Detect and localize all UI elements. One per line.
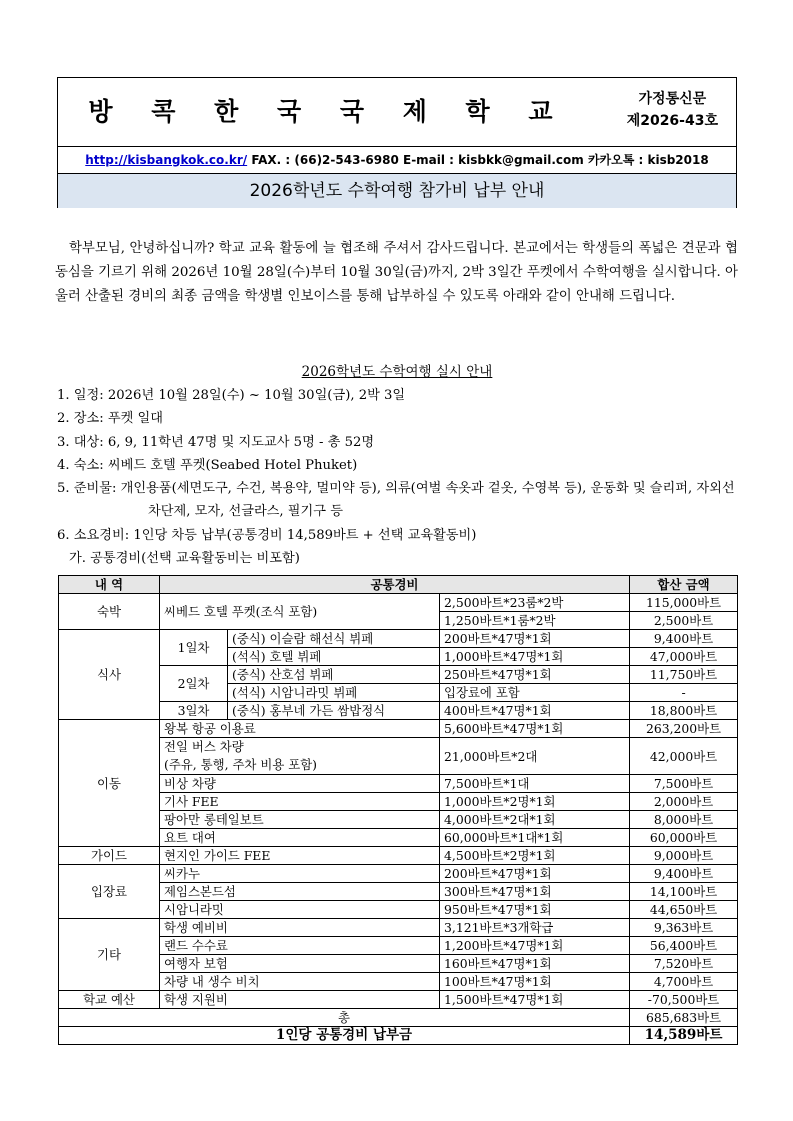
item-cell: 시암니라밋 <box>160 901 440 919</box>
calc-cell: 입장료에 포함 <box>440 684 630 702</box>
item-cell: 제임스본드섬 <box>160 883 440 901</box>
amount-cell: 47,000바트 <box>630 648 738 666</box>
table-row <box>59 937 738 955</box>
calc-cell: 21,000바트*2대 <box>440 738 630 775</box>
calc-cell: 250바트*47명*1회 <box>440 666 630 684</box>
total-row <box>59 1009 738 1027</box>
contact-details: FAX. : (66)2-543-6980 E-mail : kisbkk@gmail.com 카카오톡 : kisb2018 <box>247 153 709 167</box>
calc-cell: 1,250바트*1룸*2박 <box>440 612 630 630</box>
list-item-place: 2. 장소: 푸켓 일대 <box>57 411 164 427</box>
item-cell: 기사 FEE <box>160 793 440 811</box>
school-name: 방 콕 한 국 국 제 학 교 <box>88 97 568 126</box>
category-cell: 가이드 <box>59 847 160 865</box>
list-item-supplies: 5. 준비물: 개인용품(세면도구, 수건, 복용약, 멀미약 등), 의류(여벌 속옷과 겉옷, 수영복 등), 운동화 및 슬리퍼, 자외선 차단제, 모자, 선글라스, 필기구 등 <box>57 481 735 520</box>
table-row <box>59 919 738 937</box>
calc-cell: 100바트*47명*1회 <box>440 973 630 991</box>
amount-cell: 42,000바트 <box>630 738 738 775</box>
newsletter-info <box>627 88 718 132</box>
amount-cell: 9,400바트 <box>630 865 738 883</box>
header-box <box>57 77 737 208</box>
amount-cell: 8,000바트 <box>630 811 738 829</box>
total-value: 685,683바트 <box>630 1009 738 1027</box>
item-cell <box>160 738 440 775</box>
category-cell: 식사 <box>59 630 160 720</box>
list-item-schedule: 1. 일정: 2026년 10월 28일(수) ~ 10월 30일(금), 2박 3일 <box>57 388 406 403</box>
final-row <box>59 1027 738 1045</box>
final-value: 14,589바트 <box>630 1027 738 1045</box>
calc-cell: 1,000바트*2명*1회 <box>440 793 630 811</box>
category-cell: 입장료 <box>59 865 160 919</box>
item-cell: (석식) 시암니라밋 뷔페 <box>228 684 440 702</box>
header-total: 합산 금액 <box>630 576 738 594</box>
calc-cell: 4,000바트*2대*1회 <box>440 811 630 829</box>
calc-cell: 5,600바트*47명*1회 <box>440 720 630 738</box>
item-cell: 씨카누 <box>160 865 440 883</box>
intro-text: 학부모님, 안녕하십니까? 학교 교육 활동에 늘 협조해 주셔서 감사드립니다. 본교에서는 학생들의 폭넓은 견문과 협동심을 기르기 위해 2026년 10월 28일(수)부터 10월 30일(금)까지, 2박 3일간 푸켓에서 수학여행을 실시합니다. 아울러 산출된 경비의 최종 금액을 학생별 인보이스를 통해 납부하실 수 있도록 아래와 같이 안내해 드립니다. <box>55 241 738 304</box>
amount-cell: 9,000바트 <box>630 847 738 865</box>
calc-cell: 7,500바트*1대 <box>440 775 630 793</box>
item-cell: 여행자 보험 <box>160 955 440 973</box>
day-cell: 3일차 <box>160 702 228 720</box>
list-item-lodging: 4. 숙소: 씨베드 호텔 푸켓(Seabed Hotel Phuket) <box>57 457 358 473</box>
amount-cell: 60,000바트 <box>630 829 738 847</box>
list-item-cost: 6. 소요경비: 1인당 차등 납부(공통경비 14,589바트 + 선택 교육활동비) <box>57 527 477 543</box>
item-cell: (중식) 홍부네 가든 쌈밥정식 <box>228 702 440 720</box>
final-label: 1인당 공통경비 납부금 <box>59 1027 630 1045</box>
table-row <box>59 702 738 720</box>
amount-cell: 4,700바트 <box>630 973 738 991</box>
table-row <box>59 991 738 1009</box>
amount-cell: 2,500바트 <box>630 612 738 630</box>
item-cell: 팡아만 롱테일보트 <box>160 811 440 829</box>
header-common-cost: 공통경비 <box>160 576 630 594</box>
table-row <box>59 775 738 793</box>
issue-number: 제2026-43호 <box>626 113 718 129</box>
amount-cell: 115,000바트 <box>630 594 738 612</box>
table-row <box>59 594 738 612</box>
item-cell: 학생 예비비 <box>160 919 440 937</box>
document-title: 2026학년도 수학여행 참가비 납부 안내 <box>58 173 736 208</box>
list-item-target: 3. 대상: 6, 9, 11학년 47명 및 지도교사 5명 - 총 52명 <box>57 434 375 450</box>
category-cell: 숙박 <box>59 594 160 630</box>
calc-cell: 4,500바트*2명*1회 <box>440 847 630 865</box>
item-cell: 학생 지원비 <box>160 991 440 1009</box>
table-row <box>59 630 738 648</box>
amount-cell: 18,800바트 <box>630 702 738 720</box>
item-cell: 랜드 수수료 <box>160 937 440 955</box>
amount-cell: 9,400바트 <box>630 630 738 648</box>
info-list <box>57 384 747 570</box>
item-cell: 차량 내 생수 비치 <box>160 973 440 991</box>
table-row <box>59 666 738 684</box>
calc-cell: 300바트*47명*1회 <box>440 883 630 901</box>
table-row <box>59 973 738 991</box>
item-cell: (중식) 이슬람 해선식 뷔페 <box>228 630 440 648</box>
header-category: 내 역 <box>59 576 160 594</box>
amount-cell: 44,650바트 <box>630 901 738 919</box>
newsletter-label: 가정통신문 <box>638 91 707 107</box>
amount-cell: 2,000바트 <box>630 793 738 811</box>
table-row <box>59 829 738 847</box>
amount-cell: 14,100바트 <box>630 883 738 901</box>
item-cell: (석식) 호텔 뷔페 <box>228 648 440 666</box>
item-cell: 왕복 항공 이용료 <box>160 720 440 738</box>
table-row <box>59 793 738 811</box>
category-cell: 기타 <box>59 919 160 991</box>
amount-cell: 11,750바트 <box>630 666 738 684</box>
item-line-note: (주유, 통행, 주차 비용 포함) <box>164 757 317 772</box>
item-line: 전일 버스 차량 <box>164 739 244 754</box>
total-label: 총 <box>59 1009 630 1027</box>
calc-cell: 2,500바트*23룸*2박 <box>440 594 630 612</box>
calc-cell: 1,000바트*47명*1회 <box>440 648 630 666</box>
calc-cell: 200바트*47명*1회 <box>440 865 630 883</box>
list-item-common-cost: 가. 공통경비(선택 교육활동비는 비포함) <box>69 551 300 567</box>
table-row <box>59 811 738 829</box>
category-cell: 학교 예산 <box>59 991 160 1009</box>
calc-cell: 400바트*47명*1회 <box>440 702 630 720</box>
table-row <box>59 847 738 865</box>
section-title: 2026학년도 수학여행 실시 안내 <box>301 364 493 380</box>
cost-table <box>58 575 738 1045</box>
day-cell: 1일차 <box>160 630 228 666</box>
amount-cell: -70,500바트 <box>630 991 738 1009</box>
school-url-link[interactable]: http://kisbangkok.co.kr/ <box>85 153 248 167</box>
calc-cell: 950바트*47명*1회 <box>440 901 630 919</box>
item-cell: 요트 대여 <box>160 829 440 847</box>
table-row <box>59 955 738 973</box>
amount-cell: 7,500바트 <box>630 775 738 793</box>
item-cell: 비상 차량 <box>160 775 440 793</box>
amount-cell: 263,200바트 <box>630 720 738 738</box>
item-cell: (중식) 산호섬 뷔페 <box>228 666 440 684</box>
table-row <box>59 865 738 883</box>
item-cell: 현지인 가이드 FEE <box>160 847 440 865</box>
category-cell: 이동 <box>59 720 160 847</box>
day-cell: 2일차 <box>160 666 228 702</box>
calc-cell: 60,000바트*1대*1회 <box>440 829 630 847</box>
table-header-row <box>59 576 738 594</box>
calc-cell: 1,500바트*47명*1회 <box>440 991 630 1009</box>
contact-line <box>58 146 736 173</box>
table-row <box>59 883 738 901</box>
calc-cell: 1,200바트*47명*1회 <box>440 937 630 955</box>
amount-cell: 56,400바트 <box>630 937 738 955</box>
amount-cell: 9,363바트 <box>630 919 738 937</box>
intro-paragraph <box>55 237 738 309</box>
calc-cell: 160바트*47명*1회 <box>440 955 630 973</box>
amount-cell: 7,520바트 <box>630 955 738 973</box>
table-row <box>59 720 738 738</box>
amount-cell: - <box>630 684 738 702</box>
item-cell: 씨베드 호텔 푸켓(조식 포함) <box>160 594 440 630</box>
table-row <box>59 901 738 919</box>
calc-cell: 200바트*47명*1회 <box>440 630 630 648</box>
calc-cell: 3,121바트*3개학급 <box>440 919 630 937</box>
